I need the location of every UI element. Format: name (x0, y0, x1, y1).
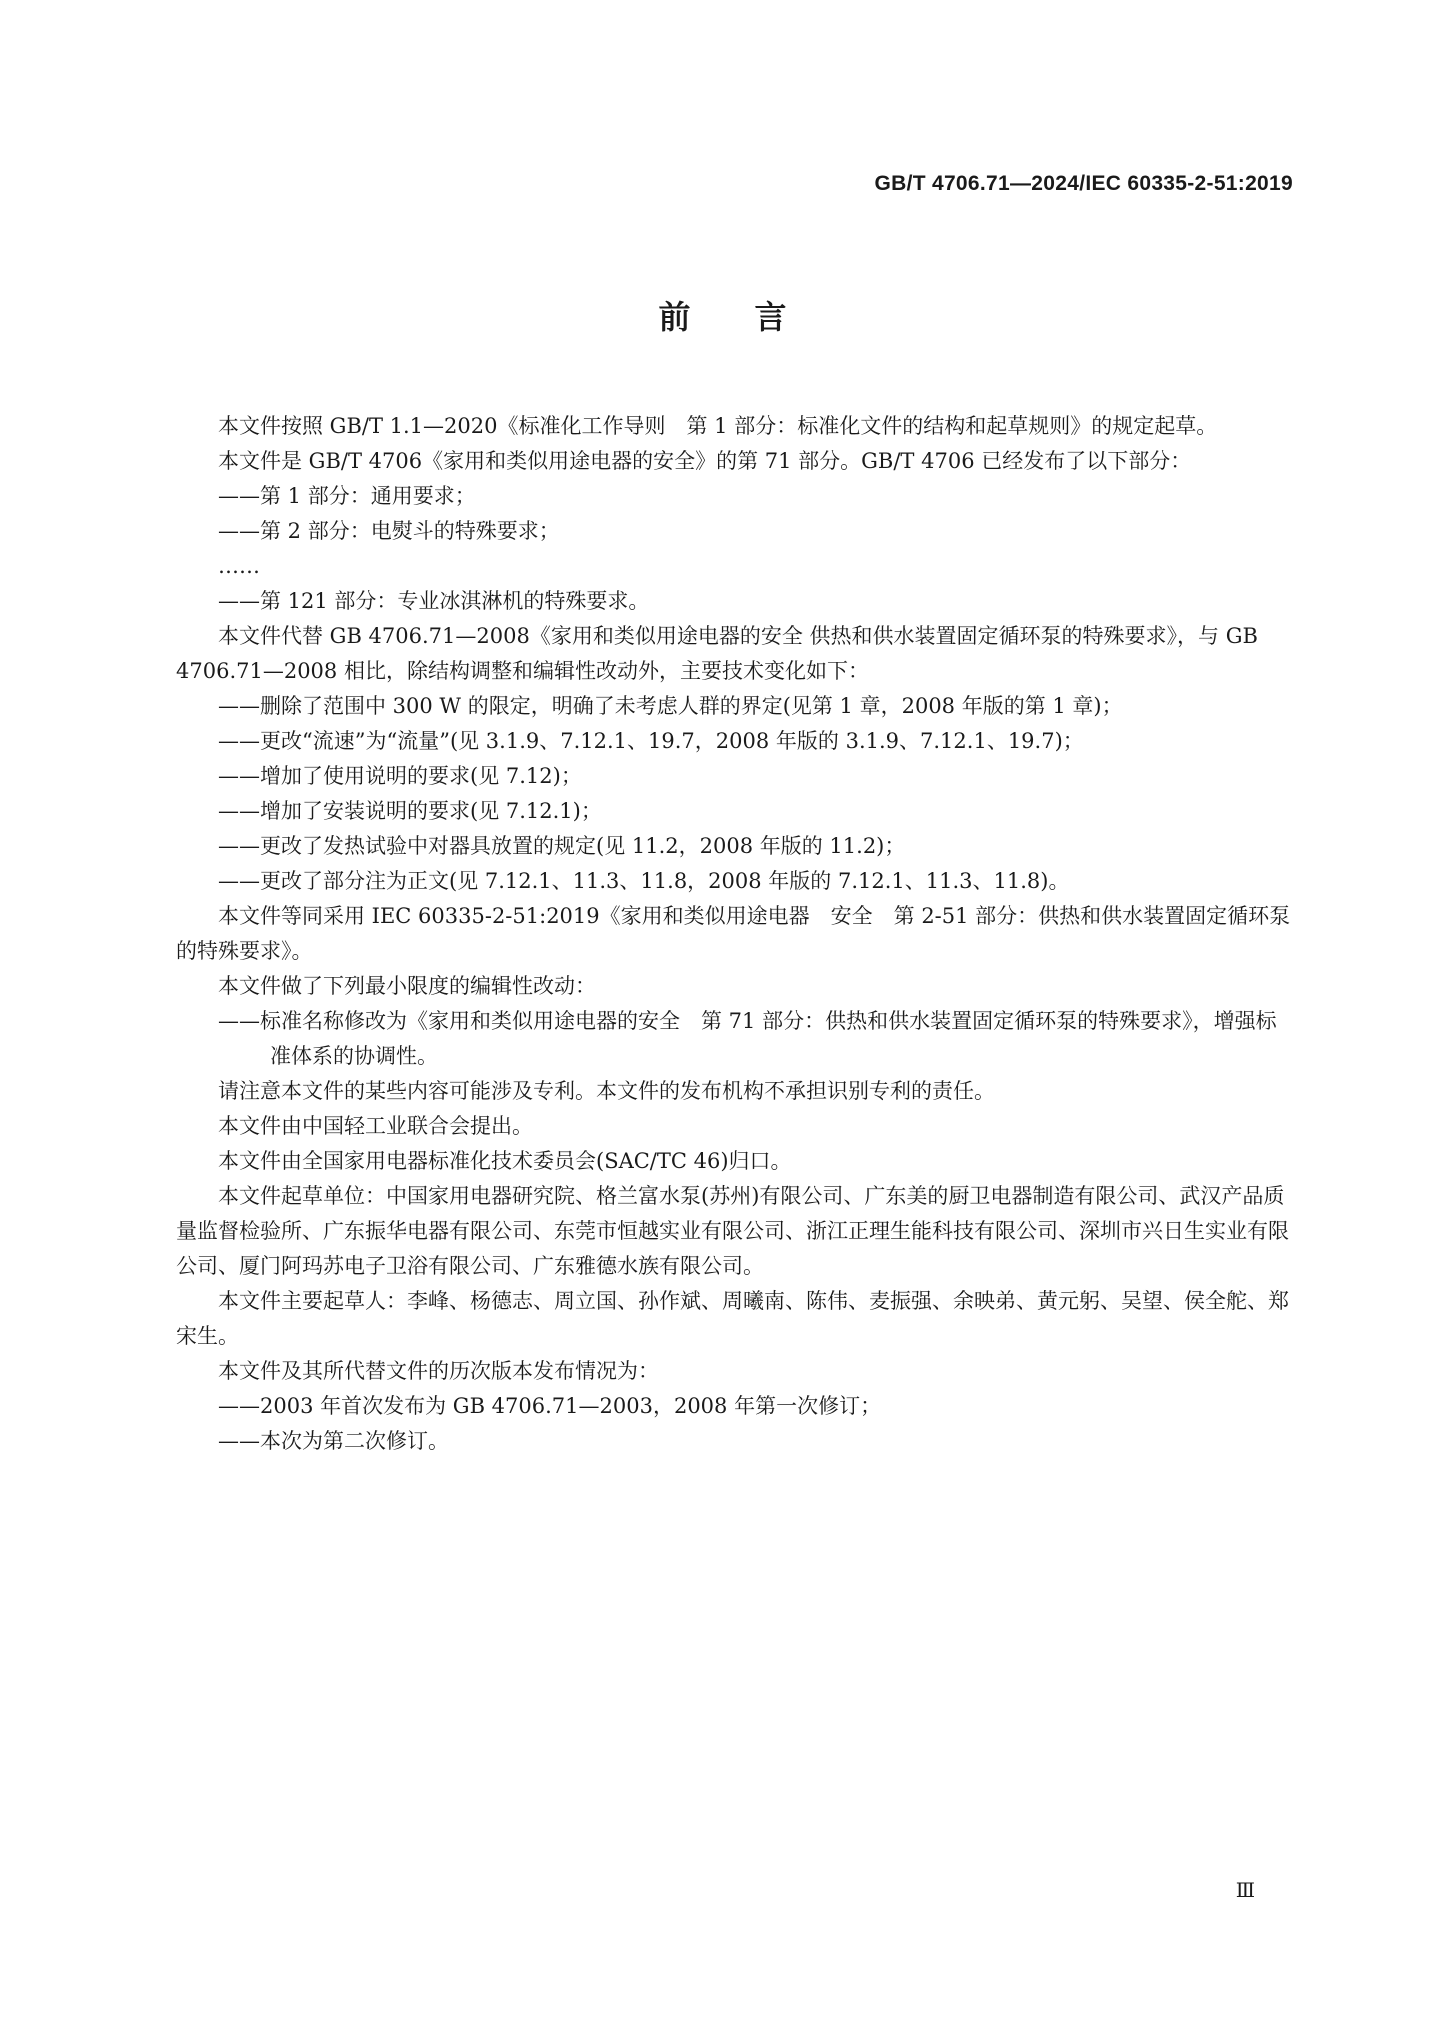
list-item: ——更改了部分注为正文(见 7.12.1、11.3、11.8，2008 年版的 7.12.1、11.3、11.8)。 (218, 869, 1070, 893)
paragraph: 本文件主要起草人：李峰、杨德志、周立国、孙作斌、周曦南、陈伟、麦振强、余映弟、黄元躬、吴望、侯全舵、郑宋生。 (176, 1289, 1289, 1348)
paragraph: 本文件代替 GB 4706.71—2008《家用和类似用途电器的安全 供热和供水装置固定循环泵的特殊要求》，与 GB 4706.71—2008 相比，除结构调整和编辑性改动外，主要技术变化如下： (176, 624, 1265, 683)
list-item: ——标准名称修改为《家用和类似用途电器的安全 第 71 部分：供热和供水装置固定循环泵的特殊要求》，增强标准体系的协调性。 (218, 1009, 1277, 1068)
list-item: ——第 2 部分：电熨斗的特殊要求； (218, 519, 560, 543)
list-item: ——本次为第二次修订。 (218, 1429, 449, 1453)
paragraph: 本文件是 GB/T 4706《家用和类似用途电器的安全》的第 71 部分。GB/T 4706 已经发布了以下部分： (218, 449, 1192, 473)
list-item: ——第 1 部分：通用要求； (218, 484, 476, 508)
list-item: ——删除了范围中 300 W 的限定，明确了未考虑人群的界定(见第 1 章，2008 年版的第 1 章)； (218, 694, 1123, 718)
page-number: Ⅲ (1235, 1878, 1255, 1902)
paragraph: 本文件由全国家用电器标准化技术委员会(SAC/TC 46)归口。 (218, 1149, 792, 1173)
standard-code: GB/T 4706.71—2024/IEC 60335-2-51:2019 (874, 172, 1293, 195)
list-item: ——增加了安装说明的要求(见 7.12.1)； (218, 799, 602, 823)
list-item: ——2003 年首次发布为 GB 4706.71—2003，2008 年第一次修订； (218, 1394, 882, 1418)
paragraph: 本文件及其所代替文件的历次版本发布情况为： (218, 1359, 659, 1383)
list-item: ——更改了发热试验中对器具放置的规定(见 11.2，2008 年版的 11.2)； (218, 834, 906, 858)
paragraph: 本文件做了下列最小限度的编辑性改动： (218, 974, 596, 998)
page-title: 前言 (658, 298, 851, 336)
paragraph: 本文件起草单位：中国家用电器研究院、格兰富水泵(苏州)有限公司、广东美的厨卫电器制造有限公司、武汉产品质量监督检验所、广东振华电器有限公司、东莞市恒越实业有限公司、浙江正理生能科技有限公司、深圳市兴日生实业有限公司、厦门阿玛苏电子卫浴有限公司、广东雅德水族有限公司。 (176, 1184, 1289, 1278)
list-item: ——第 121 部分：专业冰淇淋机的特殊要求。 (218, 589, 650, 613)
ellipsis-line: …… (218, 554, 260, 578)
paragraph: 本文件由中国轻工业联合会提出。 (218, 1114, 533, 1138)
paragraph: 本文件按照 GB/T 1.1—2020《标准化工作导则 第 1 部分：标准化文件的结构和起草规则》的规定起草。 (218, 414, 1218, 438)
list-item: ——更改“流速”为“流量”(见 3.1.9、7.12.1、19.7，2008 年版的 3.1.9、7.12.1、19.7)； (218, 729, 1084, 753)
paragraph: 本文件等同采用 IEC 60335-2-51:2019《家用和类似用途电器 安全 第 2-51 部分：供热和供水装置固定循环泵的特殊要求》。 (176, 904, 1291, 963)
list-item: ——增加了使用说明的要求(见 7.12)； (218, 764, 582, 788)
paragraph: 请注意本文件的某些内容可能涉及专利。本文件的发布机构不承担识别专利的责任。 (218, 1079, 995, 1103)
document-body (176, 409, 1292, 1459)
